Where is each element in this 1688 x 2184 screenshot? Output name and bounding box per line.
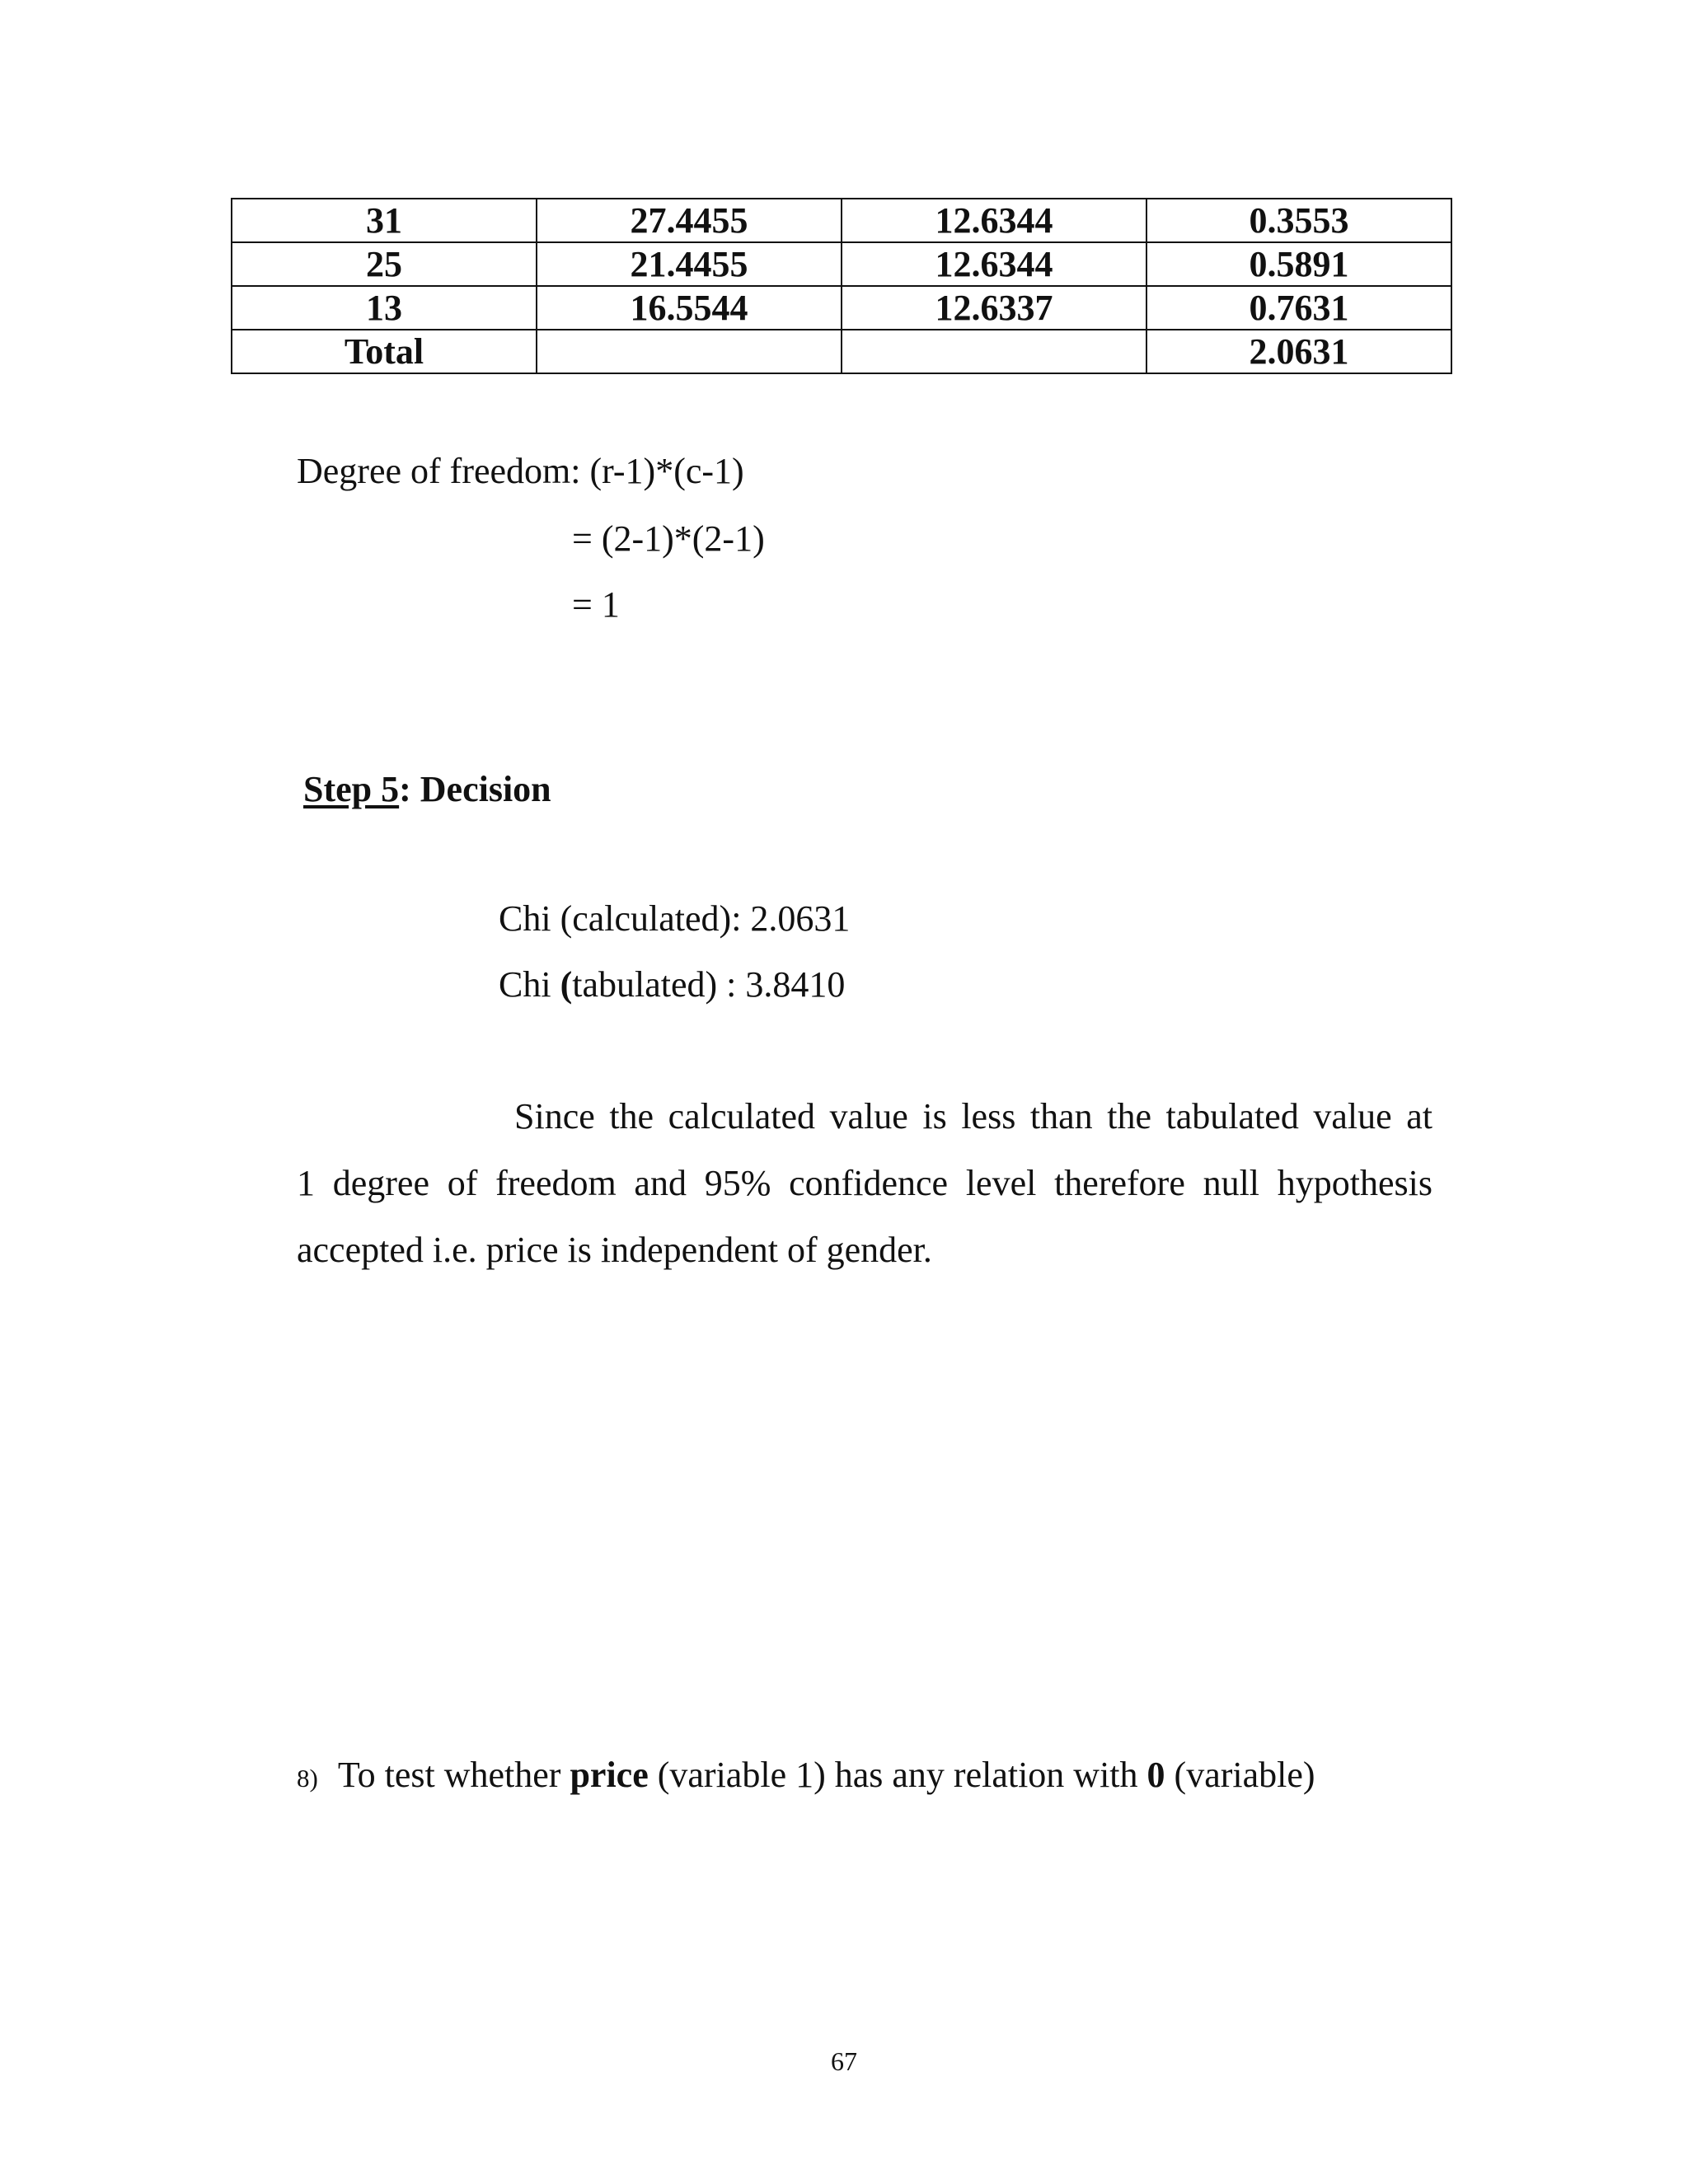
chi-calculated: Chi (calculated): 2.0631 — [499, 898, 851, 939]
degree-of-freedom-substitution: = (2-1)*(2-1) — [572, 518, 765, 559]
table-cell: 31 — [232, 199, 537, 242]
list-item-text: (variable) — [1165, 1755, 1315, 1795]
conclusion-line: Since the calculated value is less than the tabulated value at — [514, 1096, 1432, 1137]
chi-tabulated-paren: ( — [560, 964, 573, 1005]
table-cell: 25 — [232, 242, 537, 286]
list-item-bold-zero: 0 — [1146, 1755, 1165, 1795]
page-number: 67 — [831, 2046, 857, 2076]
table-cell: 2.0631 — [1146, 330, 1451, 373]
table-cell: 16.5544 — [537, 286, 842, 330]
table-cell — [842, 330, 1146, 373]
list-item-8 — [297, 1754, 1315, 1796]
list-item-bold-price: price — [570, 1755, 649, 1795]
table-cell: 12.6337 — [842, 286, 1146, 330]
list-item-number: 8) — [297, 1764, 318, 1793]
chi-tabulated-value: tabulated) : 3.8410 — [572, 964, 846, 1005]
degree-of-freedom-result: = 1 — [572, 584, 620, 625]
table-cell: 12.6344 — [842, 242, 1146, 286]
step-5-heading — [303, 768, 551, 810]
table-cell — [537, 330, 842, 373]
chi-square-table — [231, 198, 1452, 374]
list-item-text: To test whether — [337, 1755, 570, 1795]
step-5-label: Step 5 — [303, 769, 400, 809]
conclusion-line: accepted i.e. price is independent of gender. — [297, 1230, 932, 1270]
table-cell: 21.4455 — [537, 242, 842, 286]
table-row — [232, 199, 1451, 242]
chi-tabulated — [499, 964, 846, 1005]
table-row-total — [232, 330, 1451, 373]
table-cell: 12.6344 — [842, 199, 1146, 242]
table-cell: 0.5891 — [1146, 242, 1451, 286]
table-body — [232, 199, 1451, 373]
conclusion-paragraph — [297, 1083, 1432, 1283]
table-cell: 27.4455 — [537, 199, 842, 242]
list-item-text: (variable 1) has any relation with — [648, 1755, 1147, 1795]
table-cell: 13 — [232, 286, 537, 330]
table-cell: 0.7631 — [1146, 286, 1451, 330]
chi-tabulated-prefix: Chi — [499, 964, 560, 1005]
conclusion-line: 1 degree of freedom and 95% confidence level therefore null hypothesis — [297, 1163, 1432, 1203]
table-row — [232, 242, 1451, 286]
step-5-title: : Decision — [399, 769, 551, 809]
table-cell: Total — [232, 330, 537, 373]
degree-of-freedom-formula: Degree of freedom: (r-1)*(c-1) — [297, 451, 744, 491]
table-cell: 0.3553 — [1146, 199, 1451, 242]
table-row — [232, 286, 1451, 330]
